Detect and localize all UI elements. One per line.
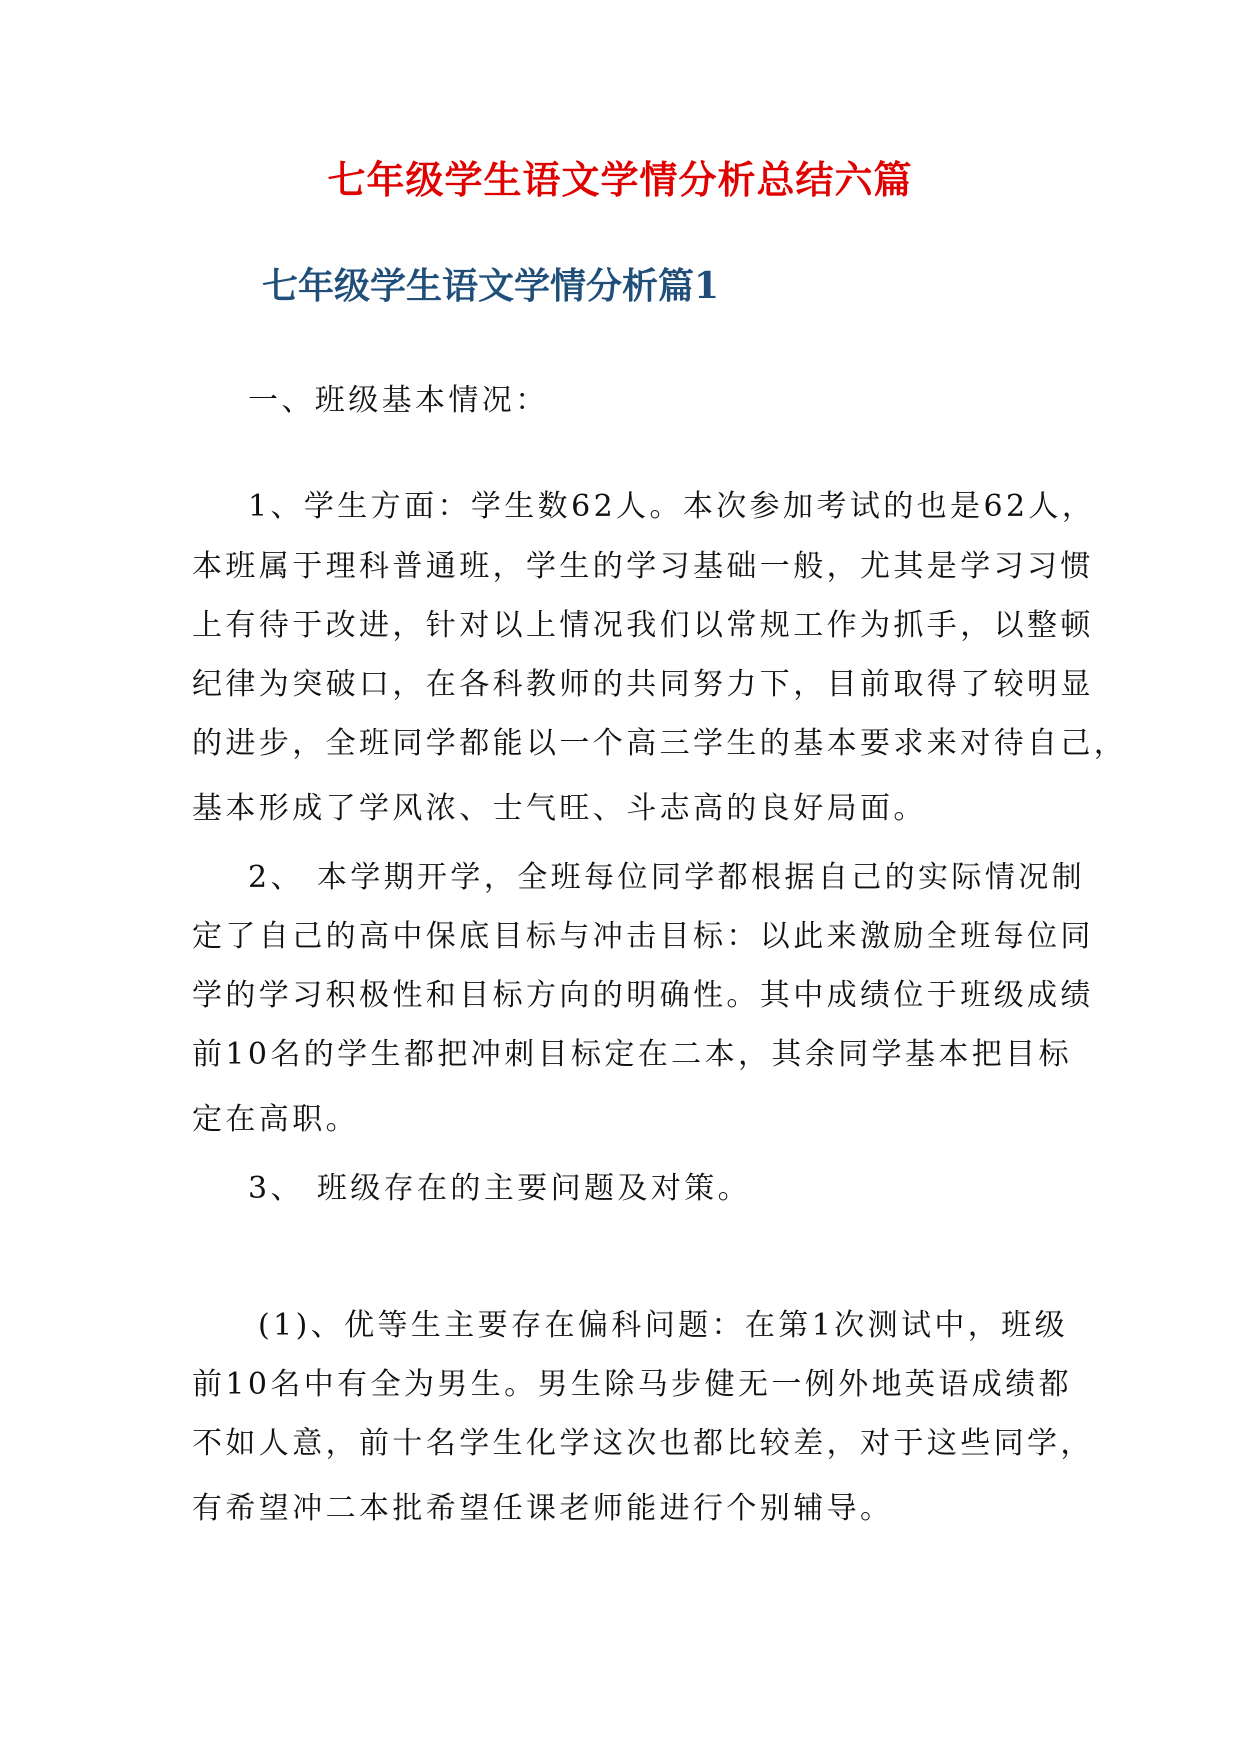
paragraph-4-line-4: 有希望冲二本批希望任课老师能进行个别辅导。 (192, 1491, 894, 1526)
section-heading: 七年级学生语文学情分析篇1 (262, 265, 720, 307)
document-title: 七年级学生语文学情分析总结六篇 (327, 157, 913, 202)
paragraph-2-line-4: 前10名的学生都把冲刺目标定在二本，其余同学基本把目标 (192, 1037, 1072, 1072)
paragraph-1-line-2: 本班属于理科普通班，学生的学习基础一般，尤其是学习习惯 (192, 549, 1094, 584)
paragraph-4-line-2: 前10名中有全为男生。男生除马步健无一例外地英语成绩都 (192, 1367, 1072, 1402)
paragraph-1-line-1: 1、学生方面：学生数62人。本次参加考试的也是62人， (248, 489, 1096, 524)
paragraph-1-line-4: 纪律为突破口，在各科教师的共同努力下，目前取得了较明显 (192, 667, 1094, 702)
section-header-class-situation: 一、班级基本情况： (248, 383, 549, 418)
paragraph-4-line-1: (1)、优等生主要存在偏科问题：在第1次测试中，班级 (258, 1308, 1068, 1343)
paragraph-2-line-1: 2、 本学期开学，全班每位同学都根据自己的实际情况制 (248, 860, 1086, 895)
paragraph-2-line-5: 定在高职。 (192, 1102, 359, 1137)
paragraph-2-line-3: 学的学习积极性和目标方向的明确性。其中成绩位于班级成绩 (192, 978, 1094, 1013)
paragraph-1-line-5: 的进步，全班同学都能以一个高三学生的基本要求来对待自己， (192, 726, 1128, 761)
paragraph-2-line-2: 定了自己的高中保底目标与冲击目标：以此来激励全班每位同 (192, 919, 1094, 954)
paragraph-4-line-3: 不如人意，前十名学生化学这次也都比较差，对于这些同学， (192, 1426, 1094, 1461)
paragraph-1-line-6: 基本形成了学风浓、士气旺、斗志高的良好局面。 (192, 791, 927, 826)
paragraph-1-line-3: 上有待于改进，针对以上情况我们以常规工作为抓手，以整顿 (192, 608, 1094, 643)
paragraph-3-line-1: 3、 班级存在的主要问题及对策。 (248, 1171, 752, 1206)
